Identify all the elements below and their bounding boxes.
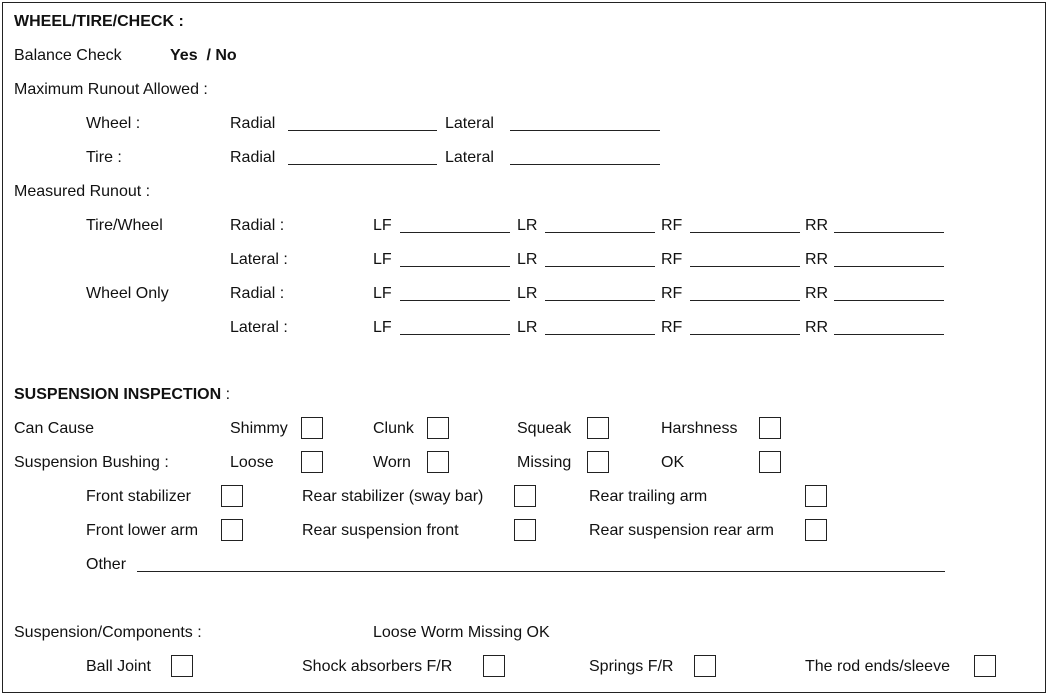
max-runout-label: Maximum Runout Allowed :: [14, 81, 208, 98]
measured-runout-label: Measured Runout :: [14, 183, 151, 200]
wheel-lateral-label: Lateral: [445, 115, 494, 132]
tw-radial-rf-field[interactable]: [690, 232, 800, 233]
pos-rr-label: RR: [805, 319, 829, 336]
shock-absorbers-label: Shock absorbers F/R: [302, 658, 453, 675]
clunk-checkbox[interactable]: [427, 417, 449, 439]
loose-label: Loose: [230, 454, 274, 471]
wo-radial-lr-field[interactable]: [545, 300, 655, 301]
pos-rf-label: RF: [661, 285, 683, 302]
springs-checkbox[interactable]: [694, 655, 716, 677]
rear-stabilizer-checkbox[interactable]: [514, 485, 536, 507]
tw-lateral-lf-field[interactable]: [400, 266, 510, 267]
pos-lr-label: LR: [517, 285, 538, 302]
components-label: Suspension/Components :: [14, 624, 202, 641]
rod-ends-label: The rod ends/sleeve: [805, 658, 950, 675]
wheel-radial-field[interactable]: [288, 130, 437, 131]
pos-rf-label: RF: [661, 251, 683, 268]
shock-absorbers-checkbox[interactable]: [483, 655, 505, 677]
clunk-label: Clunk: [373, 420, 414, 437]
pos-lr-label: LR: [517, 251, 538, 268]
wo-lateral-label: Lateral :: [230, 319, 288, 336]
components-legend: Loose Worm Missing OK: [373, 624, 550, 641]
suspension-bushing-label: Suspension Bushing :: [14, 454, 169, 471]
pos-lr-label: LR: [517, 319, 538, 336]
shimmy-label: Shimmy: [230, 420, 288, 437]
worn-label: Worn: [373, 454, 411, 471]
tw-radial-rr-field[interactable]: [834, 232, 944, 233]
tw-lateral-rf-field[interactable]: [690, 266, 800, 267]
tw-radial-lr-field[interactable]: [545, 232, 655, 233]
suspension-heading-row: [14, 385, 230, 405]
rod-ends-checkbox[interactable]: [974, 655, 996, 677]
pos-lf-label: LF: [373, 251, 392, 268]
tw-lateral-rr-field[interactable]: [834, 266, 944, 267]
rear-susp-front-checkbox[interactable]: [514, 519, 536, 541]
tw-radial-lf-field[interactable]: [400, 232, 510, 233]
wo-lateral-rr-field[interactable]: [834, 334, 944, 335]
harshness-label: Harshness: [661, 420, 738, 437]
tw-radial-label: Radial :: [230, 217, 285, 234]
wo-radial-rr-field[interactable]: [834, 300, 944, 301]
ball-joint-checkbox[interactable]: [171, 655, 193, 677]
wo-lateral-lr-field[interactable]: [545, 334, 655, 335]
pos-lf-label: LF: [373, 319, 392, 336]
pos-rf-label: RF: [661, 217, 683, 234]
front-lower-arm-label: Front lower arm: [86, 522, 199, 539]
rear-susp-rear-arm-label: Rear suspension rear arm: [589, 522, 774, 539]
worn-checkbox[interactable]: [427, 451, 449, 473]
tire-wheel-label: Tire/Wheel: [86, 217, 163, 234]
front-stabilizer-checkbox[interactable]: [221, 485, 243, 507]
tire-lateral-label: Lateral: [445, 149, 494, 166]
ball-joint-label: Ball Joint: [86, 658, 151, 675]
ok-label: OK: [661, 454, 685, 471]
squeak-checkbox[interactable]: [587, 417, 609, 439]
pos-rr-label: RR: [805, 285, 829, 302]
tw-lateral-label: Lateral :: [230, 251, 288, 268]
wheel-tire-heading: WHEEL/TIRE/CHECK :: [14, 13, 184, 30]
missing-checkbox[interactable]: [587, 451, 609, 473]
rear-trailing-arm-label: Rear trailing arm: [589, 488, 708, 505]
rear-stabilizer-label: Rear stabilizer (sway bar): [302, 488, 484, 505]
wo-lateral-rf-field[interactable]: [690, 334, 800, 335]
wo-radial-rf-field[interactable]: [690, 300, 800, 301]
tire-label: Tire :: [86, 149, 122, 166]
rear-trailing-arm-checkbox[interactable]: [805, 485, 827, 507]
pos-rr-label: RR: [805, 217, 829, 234]
other-label: Other: [86, 556, 127, 573]
tw-lateral-lr-field[interactable]: [545, 266, 655, 267]
wheel-only-label: Wheel Only: [86, 285, 169, 302]
pos-lf-label: LF: [373, 217, 392, 234]
tire-radial-label: Radial: [230, 149, 276, 166]
springs-label: Springs F/R: [589, 658, 674, 675]
other-field[interactable]: [137, 571, 945, 572]
wheel-radial-label: Radial: [230, 115, 276, 132]
harshness-checkbox[interactable]: [759, 417, 781, 439]
form-frame: [2, 2, 1046, 693]
pos-lf-label: LF: [373, 285, 392, 302]
suspension-heading: SUSPENSION INSPECTION: [14, 386, 222, 403]
balance-yes-no[interactable]: Yes / No: [170, 47, 237, 64]
shimmy-checkbox[interactable]: [301, 417, 323, 439]
pos-rf-label: RF: [661, 319, 683, 336]
tire-lateral-field[interactable]: [510, 164, 660, 165]
rear-susp-rear-arm-checkbox[interactable]: [805, 519, 827, 541]
wheel-label: Wheel :: [86, 115, 141, 132]
can-cause-label: Can Cause: [14, 420, 95, 437]
wheel-lateral-field[interactable]: [510, 130, 660, 131]
loose-checkbox[interactable]: [301, 451, 323, 473]
rear-susp-front-label: Rear suspension front: [302, 522, 459, 539]
front-stabilizer-label: Front stabilizer: [86, 488, 191, 505]
missing-label: Missing: [517, 454, 572, 471]
squeak-label: Squeak: [517, 420, 572, 437]
tire-radial-field[interactable]: [288, 164, 437, 165]
ok-checkbox[interactable]: [759, 451, 781, 473]
front-lower-arm-checkbox[interactable]: [221, 519, 243, 541]
suspension-heading-colon: :: [225, 386, 231, 403]
pos-lr-label: LR: [517, 217, 538, 234]
wo-radial-lf-field[interactable]: [400, 300, 510, 301]
pos-rr-label: RR: [805, 251, 829, 268]
balance-check-label: Balance Check: [14, 47, 122, 64]
wo-lateral-lf-field[interactable]: [400, 334, 510, 335]
wo-radial-label: Radial :: [230, 285, 285, 302]
